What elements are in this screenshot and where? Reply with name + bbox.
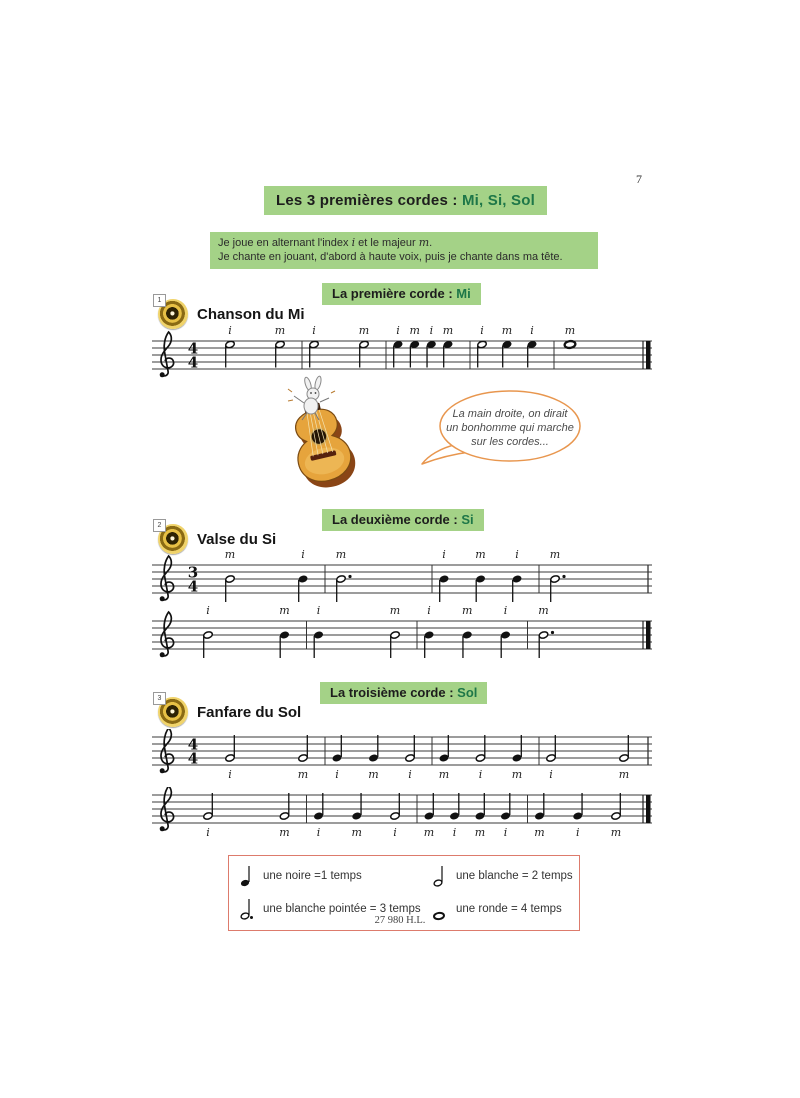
svg-text:m: m [409, 324, 420, 337]
music-staff-fanfare-du-sol-2 [152, 787, 652, 845]
svg-text:i: i [503, 604, 508, 617]
svg-text:m: m [549, 548, 561, 561]
svg-text:i: i [206, 604, 210, 617]
svg-text:i: i [549, 768, 553, 781]
svg-text:i: i [427, 604, 431, 617]
svg-text:m: m [474, 826, 486, 839]
music-staff-fanfare-du-sol-1 [152, 729, 652, 787]
svg-text:i: i [335, 768, 339, 781]
guitar-body [286, 398, 360, 493]
svg-text:m: m [274, 324, 286, 337]
piece-title: Chanson du Mi [197, 305, 305, 323]
svg-text:4: 4 [187, 339, 199, 358]
svg-text:m: m [534, 826, 545, 839]
svg-text:i: i [530, 324, 534, 337]
svg-text:i: i [429, 324, 434, 337]
svg-text:4: 4 [187, 577, 199, 596]
svg-text:i: i [408, 768, 412, 781]
section-banner-si: La deuxième corde : Si [322, 509, 484, 531]
svg-text:i: i [452, 826, 457, 839]
svg-text:m: m [297, 768, 309, 781]
svg-text:m: m [511, 768, 523, 781]
svg-text:4: 4 [187, 735, 199, 754]
svg-text:m: m [442, 324, 454, 337]
svg-text:m: m [610, 826, 622, 839]
svg-text:i: i [206, 826, 210, 839]
svg-text:3: 3 [187, 563, 199, 582]
svg-text:m: m [279, 826, 290, 839]
page-number: 7 [636, 172, 642, 186]
svg-text:m: m [368, 768, 379, 781]
svg-text:i: i [316, 604, 321, 617]
svg-text:4: 4 [187, 749, 199, 768]
svg-text:i: i [503, 826, 508, 839]
cd-disc-icon [158, 697, 188, 727]
piece-title: Valse du Si [197, 530, 277, 548]
section-banner-mi: La première corde : Mi [322, 283, 481, 305]
section-banner-sol: La troisième corde : Sol [320, 682, 487, 704]
svg-text:i: i [312, 324, 316, 337]
svg-text:m: m [389, 604, 401, 617]
half-note-icon [431, 863, 448, 889]
svg-text:i: i [480, 324, 484, 337]
legend-item: une ronde = 4 temps [431, 896, 573, 922]
svg-text:m: m [475, 548, 486, 561]
music-staff-valse-du-si-2 [152, 604, 652, 662]
quarter-note-icon [238, 863, 255, 889]
svg-text:m: m [358, 324, 370, 337]
svg-text:m: m [618, 768, 630, 781]
svg-text:m: m [279, 604, 290, 617]
index-finger-symbol: i [351, 236, 356, 249]
svg-text:m: m [501, 324, 513, 337]
svg-text:4: 4 [187, 353, 199, 372]
track-row-3 [158, 697, 301, 727]
track-number-badge: 1 [153, 294, 166, 307]
legend-item: une blanche = 2 temps [431, 863, 573, 889]
music-staff-valse-du-si-1 [152, 548, 652, 606]
svg-text:i: i [301, 548, 305, 561]
bubble-line-3: sur les cordes... [471, 436, 549, 448]
music-staff-chanson-du-mi [152, 324, 652, 382]
svg-text:i: i [442, 548, 446, 561]
svg-text:m: m [423, 826, 435, 839]
track-number-badge: 2 [153, 519, 166, 532]
main-title-keyword: Mi, Si, Sol [461, 192, 535, 209]
svg-text:m: m [438, 768, 450, 781]
intro-line-1: Je joue en alternant l'index i et le majeur m. [218, 236, 433, 249]
intro-line-2: Je chante en jouant, d'abord à haute voix, puis je chante dans ma tête. [218, 251, 563, 263]
svg-text:m: m [224, 548, 236, 561]
svg-text:m: m [462, 604, 473, 617]
plate-number: 27 980 H.L. [374, 915, 426, 926]
legend-item: une blanche pointée = 3 temps [238, 896, 431, 922]
svg-text:i: i [393, 826, 397, 839]
svg-text:i: i [478, 768, 483, 781]
bubble-line-2: un bonhomme qui marche [446, 422, 574, 434]
track-number-badge: 3 [153, 692, 166, 705]
svg-text:m: m [538, 604, 549, 617]
svg-text:m: m [564, 324, 576, 337]
piece-title: Fanfare du Sol [197, 703, 302, 721]
svg-text:i: i [575, 826, 580, 839]
legend-item: une noire =1 temps [238, 863, 431, 889]
main-title-text: Les 3 premières cordes : [276, 192, 462, 209]
intro-box [210, 232, 598, 269]
svg-text:i: i [228, 768, 232, 781]
main-title-banner [264, 186, 547, 215]
svg-text:i: i [396, 324, 400, 337]
svg-text:i: i [228, 324, 232, 337]
speech-bubble [418, 388, 583, 474]
svg-text:i: i [515, 548, 519, 561]
middle-finger-symbol: m [418, 236, 430, 249]
bubble-line-1: La main droite, on dirait [452, 408, 568, 420]
svg-text:m: m [335, 548, 347, 561]
svg-text:i: i [316, 826, 321, 839]
guitar-illustration [252, 374, 384, 500]
svg-text:m: m [351, 826, 362, 839]
